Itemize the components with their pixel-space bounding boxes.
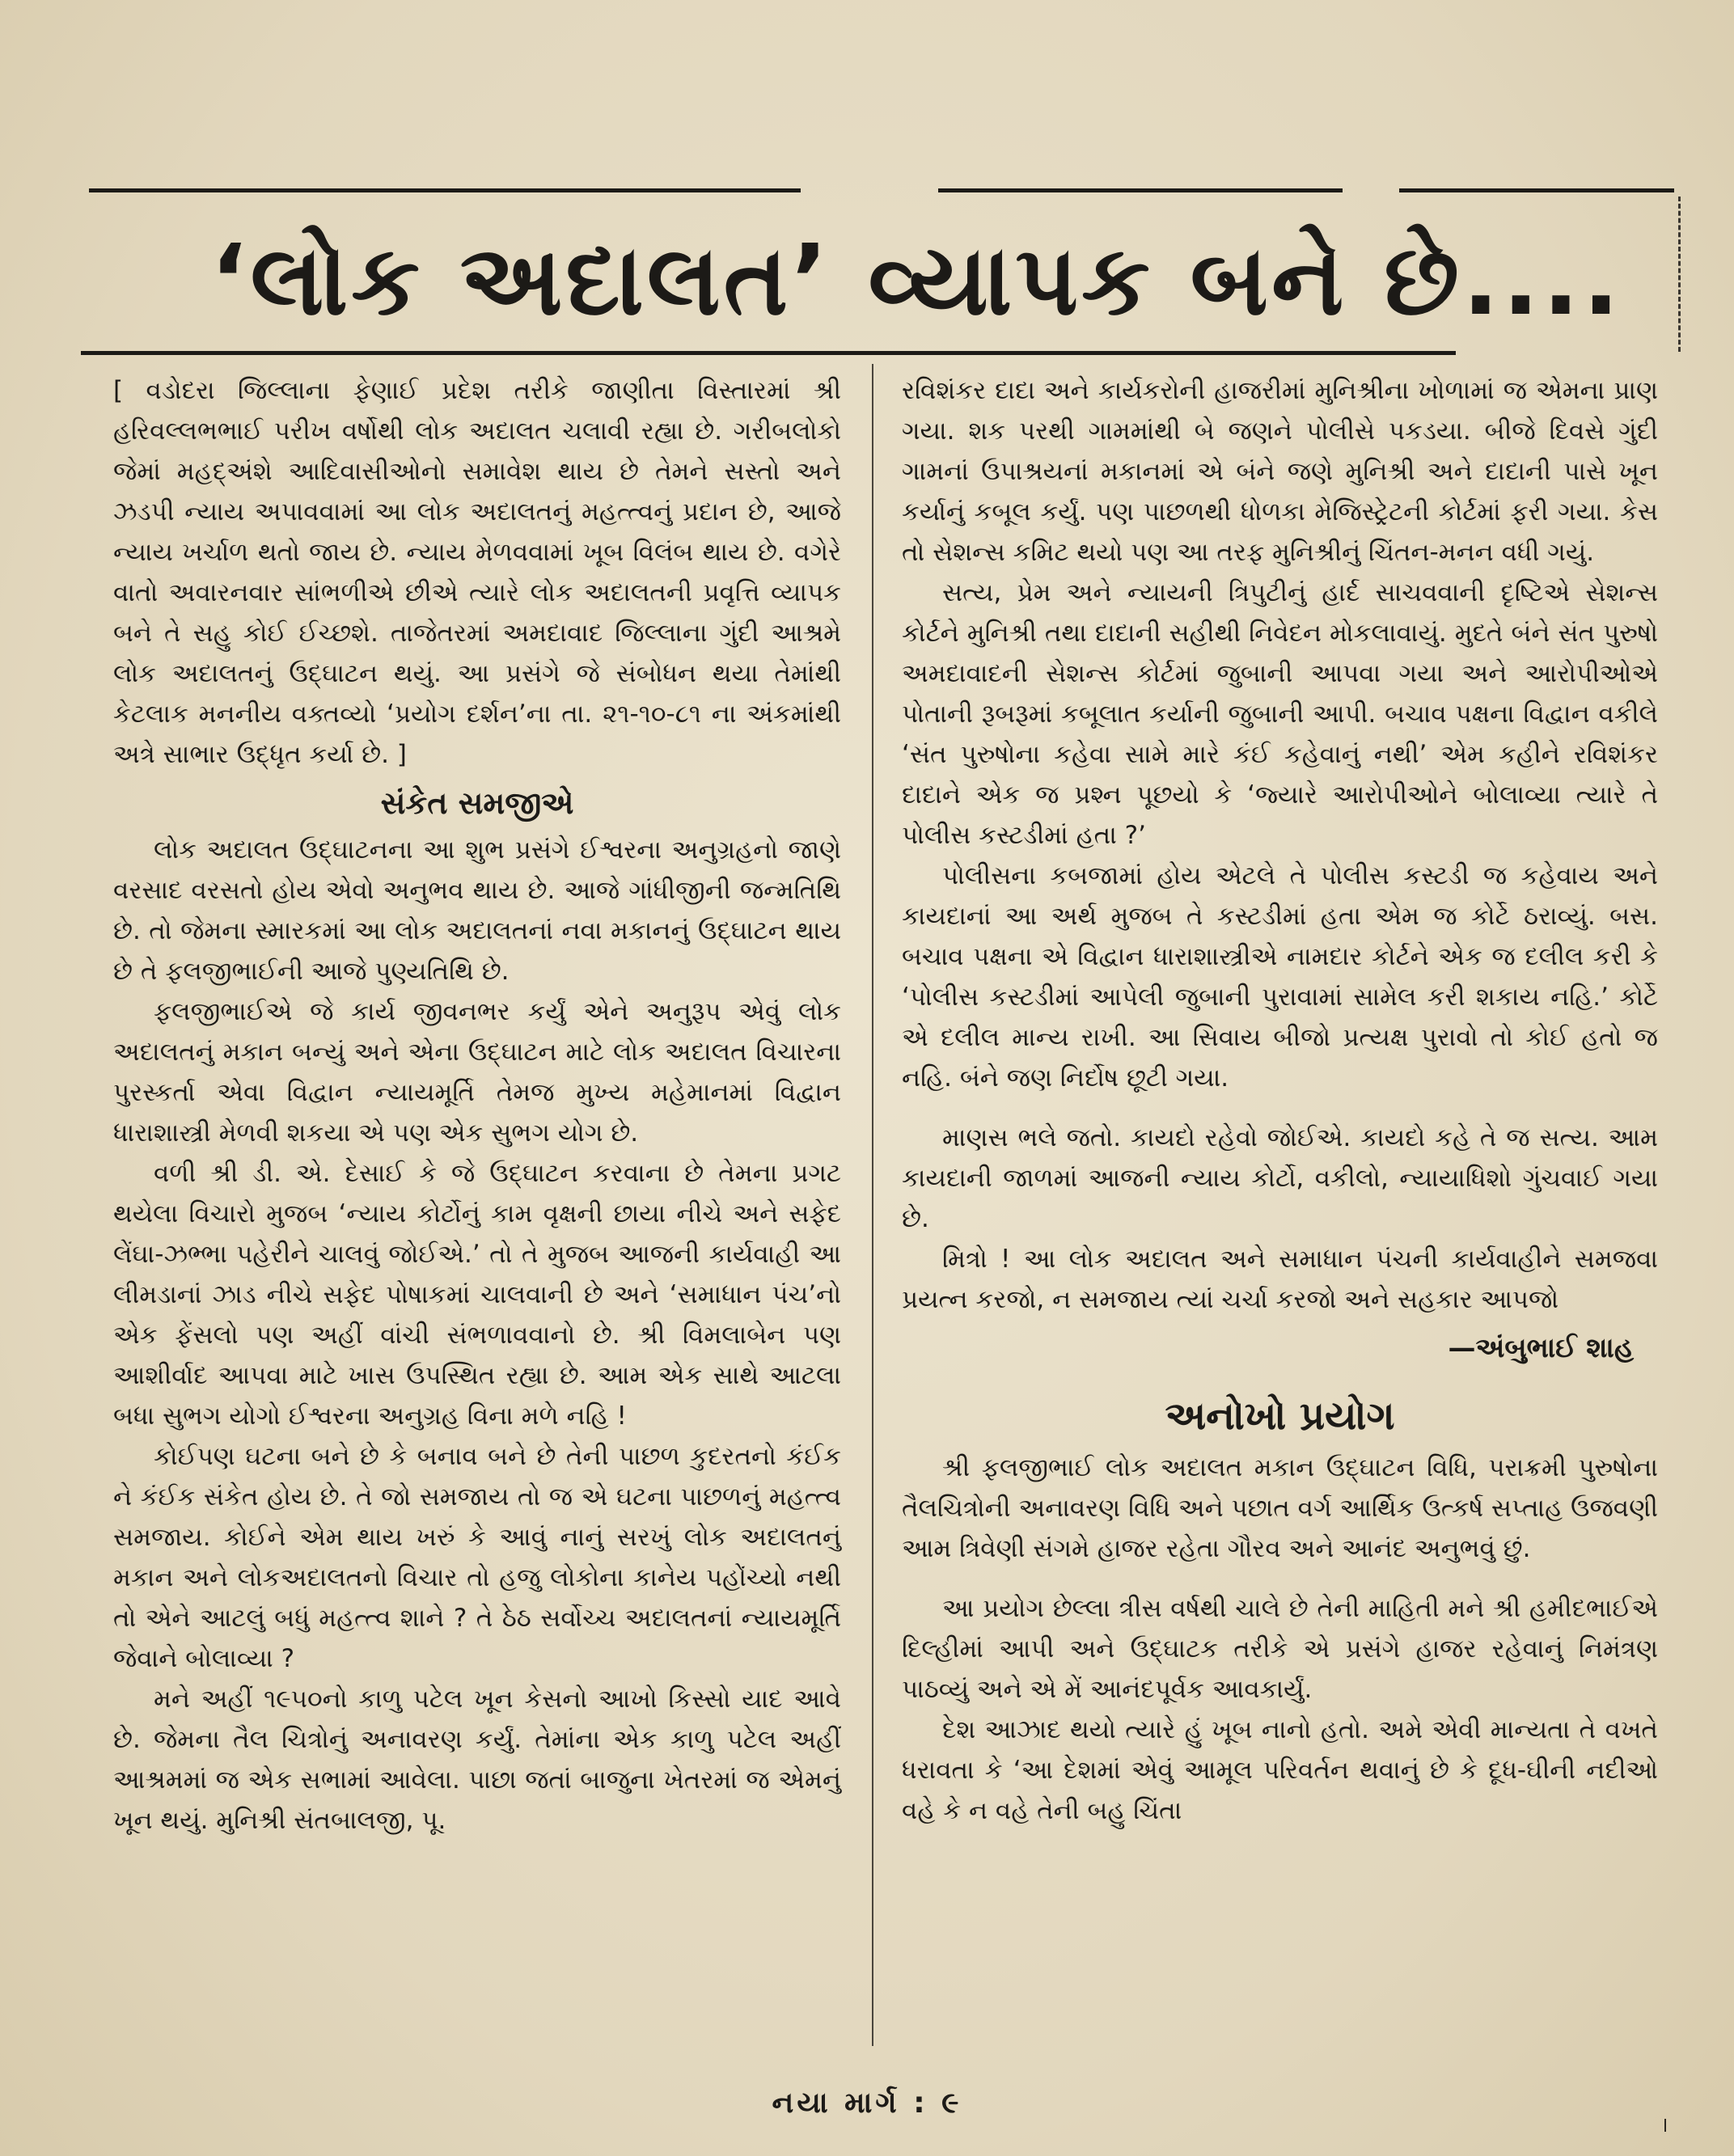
paragraph: મિત્રો ! આ લોક અદાલત અને સમાધાન પંચની કાર્યવાહીને સમજવા પ્રયત્ન કરજો, ન સમજાય ત્યાં ચર્ચા કરજો અને સહકાર આપજો xyxy=(902,1245,1658,1314)
title-underline xyxy=(81,351,1456,355)
top-rule-middle xyxy=(938,188,1343,192)
paragraph: રવિશંકર દાદા અને કાર્યકરોની હાજરીમાં મુનિશ્રીના ખોળામાં જ એમના પ્રાણ ગયા. શક પરથી ગામમાંથી બે જણને પોલીસે પકડયા. બીજે દિવસે ગુંદી ગામનાં ઉપાશ્રયનાં મકાનમાં એ બંને જણે મુનિશ્રી અને દાદાની પાસે ખૂન કર્યાનું કબૂલ કર્યું. પણ પાછળથી ધોળકા મેજિસ્ટ્રેટની કોર્ટમાં ફરી ગયા. કેસ તો સેશન્સ કમિટ થયો પણ આ તરફ મુનિશ્રીનું ચિંતન-મનન વધી ગયું. xyxy=(902,376,1658,567)
paragraph: મને અહીં ૧૯૫૦નો કાળુ પટેલ ખૂન કેસનો આખો કિસ્સો યાદ આવે છે. જેમના તૈલ ચિત્રોનું અનાવરણ કર્યું. તેમાંના એક કાળુ પટેલ અહીં આશ્રમમાં જ એક સભામાં આવેલા. પાછા જતાં બાજુના ખેતરમાં જ એમનું ખૂન થયું. મુનિશ્રી સંતબાલજી, પૂ. xyxy=(113,1685,841,1835)
paragraph: ફલજીભાઈએ જે કાર્ય જીવનભર કર્યું એને અનુરૂપ એવું લોક અદાલતનું મકાન બન્યું અને એના ઉદ્ઘાટન માટે લોક અદાલત વિચારના પુરસ્કર્તા એવા વિદ્વાન ન્યાયમૂર્તિ તેમજ મુખ્ય મહેમાનમાં વિદ્વાન ધારાશાસ્ત્રી મેળવી શકયા એ પણ એક સુભગ યોગ છે. xyxy=(113,997,841,1148)
page-footer: નયા માર્ગ : ૯ xyxy=(772,2086,962,2120)
article-title: ‘લોક અદાલત’ વ્યાપક બને છે.... xyxy=(210,225,1623,337)
right-column xyxy=(902,370,1658,1831)
intro-note: [ વડોદરા જિલ્લાના ફેણાઈ પ્રદેશ તરીકે જાણીતા વિસ્તારમાં શ્રી હરિવલ્લભભાઈ પરીખ વર્ષોથી લોક અદાલત ચલાવી રહ્યા છે. ગરીબલોકો જેમાં મહદ્અંશે આદિવાસીઓનો સમાવેશ થાય છે તેમને સસ્તો અને ઝડપી ન્યાય અપાવવામાં આ લોક અદાલતનું મહત્ત્વનું પ્રદાન છે, આજે ન્યાય ખર્ચાળ થતો જાય છે. ન્યાય મેળવવામાં ખૂબ વિલંબ થાય છે. વગેરે વાતો અવારનવાર સાંભળીએ છીએ ત્યારે લોક અદાલતની પ્રવૃત્તિ વ્યાપક બને તે સહુ કોઈ ઈચ્છશે. તાજેતરમાં અમદાવાદ જિલ્લાના ગુંદી આશ્રમે લોક અદાલતનું ઉદ્ઘાટન થયું. આ પ્રસંગે જે સંબોધન થયા તેમાંથી કેટલાક મનનીય વક્તવ્યો ‘પ્રયોગ દર્શન’ના તા. ૨૧-૧૦-૮૧ ના અંકમાંથી અત્રે સાભાર ઉદ્ધૃત કર્યા છે. ] xyxy=(113,376,841,769)
section-heading-sanket: સંકેત સમજીએ xyxy=(380,785,574,821)
paragraph: કોઈપણ ઘટના બને છે કે બનાવ બને છે તેની પાછળ કુદરતનો કંઈક ને કંઈક સંકેત હોય છે. તે જો સમજાય તો જ એ ઘટના પાછળનું મહત્ત્વ સમજાય. કોઈને એમ થાય ખરું કે આવું નાનું સરખું લોક અદાલતનું મકાન અને લોકઅદાલતનો વિચાર તો હજુ લોકોના કાનેય પહોંચ્યો નથી તો એને આટલું બધું મહત્ત્વ શાને ? તે ઠેઠ સર્વોચ્ચ અદાલતનાં ન્યાયમૂર્તિ જેવાને બોલાવ્યા ? xyxy=(113,1442,841,1673)
paragraph-gap xyxy=(902,1098,1658,1118)
top-rule-right xyxy=(1399,188,1674,192)
paragraph: વળી શ્રી ડી. એ. દેસાઈ કે જે ઉદ્ઘાટન કરવાના છે તેમના પ્રગટ થયેલા વિચારો મુજબ ‘ન્યાય કોર્ટોનું કામ વૃક્ષની છાયા નીચે અને સફેદ લેંઘા-ઝભ્ભા પહેરીને ચાલવું જોઈએ.’ તો તે મુજબ આજની કાર્યવાહી આ લીમડાનાં ઝાડ નીચે સફેદ પોષાકમાં ચાલવાની છે અને ‘સમાધાન પંચ’નો એક ફેંસલો પણ અહીં વાંચી સંભળાવવાનો છે. શ્રી વિમલાબેન પણ આશીર્વાદ આપવા માટે ખાસ ઉપસ્થિત રહ્યા છે. આમ એક સાથે આટલા બધા સુભગ યોગો ઈશ્વરના અનુગ્રહ વિના મળે નહિ ! xyxy=(113,1159,841,1431)
paragraph: શ્રી ફલજીભાઈ લોક અદાલત મકાન ઉદ્ઘાટન વિધિ, પરાક્રમી પુરુષોના તૈલચિત્રોની અનાવરણ વિધિ અને પછાત વર્ગ આર્થિક ઉત્કર્ષ સપ્તાહ ઉજવણી આમ ત્રિવેણી સંગમે હાજર રહેતા ગૌરવ અને આનંદ અનુભવું છું. xyxy=(902,1453,1658,1563)
section-heading-anokho: અનોખો પ્રયોગ xyxy=(1165,1393,1395,1439)
paragraph: દેશ આઝાદ થયો ત્યારે હું ખૂબ નાનો હતો. અમે એવી માન્યતા તે વખતે ધરાવતા કે ‘આ દેશમાં એવું આમૂલ પરિવર્તન થવાનું છે કે દૂધ-ઘીની નદીઓ વહે કે ન વહે તેની બહુ ચિંતા xyxy=(902,1715,1658,1825)
left-column xyxy=(113,370,841,1841)
paragraph: આ પ્રયોગ છેલ્લા ત્રીસ વર્ષથી ચાલે છે તેની માહિતી મને શ્રી હમીદભાઈએ દિલ્હીમાં આપી અને ઉદ્ઘાટક તરીકે એ પ્રસંગે હાજર રહેવાનું નિમંત્રણ પાઠવ્યું અને એ મેં આનંદપૂર્વક આવકાર્યું. xyxy=(902,1594,1658,1704)
paragraph: સત્ય, પ્રેમ અને ન્યાયની ત્રિપુટીનું હાર્દ સાચવવાની દૃષ્ટિએ સેશન્સ કોર્ટને મુનિશ્રી તથા દાદાની સહીથી નિવેદન મોકલાવાયું. મુદતે બંને સંત પુરુષો અમદાવાદની સેશન્સ કોર્ટમાં જુબાની આપવા ગયા અને આરોપીઓએ પોતાની રૂબરૂમાં કબૂલાત કર્યાની જુબાની આપી. બચાવ પક્ષના વિદ્વાન વકીલે ‘સંત પુરુષોના કહેવા સામે મારે કંઈ કહેવાનું નથી’ એમ કહીને રવિશંકર દાદાને એક જ પ્રશ્ન પૂછયો કે ‘જ્યારે આરોપીઓને બોલાવ્યા ત્યારે તે પોલીસ કસ્ટડીમાં હતા ?’ xyxy=(902,578,1658,850)
paragraph: માણસ ભલે જતો. કાયદો રહેવો જોઈએ. કાયદો કહે તે જ સત્ય. આમ કાયદાની જાળમાં આજની ન્યાય કોર્ટો, વકીલો, ન્યાયાધિશો ગુંચવાઈ ગયા છે. xyxy=(902,1123,1658,1233)
print-mark xyxy=(1664,2119,1666,2132)
paragraph: પોલીસના કબજામાં હોય એટલે તે પોલીસ કસ્ટડી જ કહેવાય અને કાયદાનાં આ અર્થ મુજબ તે કસ્ટડીમાં હતા એમ જ કોર્ટે ઠરાવ્યું. બસ. બચાવ પક્ષના એ વિદ્વાન ધારાશાસ્ત્રીએ નામદાર કોર્ટને એક જ દલીલ કરી કે ‘પોલીસ કસ્ટડીમાં આપેલી જુબાની પુરાવામાં સામેલ કરી શકાય નહિ.’ કોર્ટે એ દલીલ માન્ય રાખી. આ સિવાય બીજો પ્રત્યક્ષ પુરાવો તો કોઈ હતો જ નહિ. બંને જણ નિર્દોષ છૂટી ગયા. xyxy=(902,861,1658,1093)
paragraph: લોક અદાલત ઉદ્ઘાટનના આ શુભ પ્રસંગે ઈશ્વરના અનુગ્રહનો જાણે વરસાદ વરસતો હોય એવો અનુભવ થાય છે. આજે ગાંધીજીની જન્મતિથિ છે. તો જેમના સ્મારકમાં આ લોક અદાલતનાં નવા મકાનનું ઉદ્ઘાટન થાય છે તે ફલજીભાઈની આજે પુણ્યતિથિ છે. xyxy=(113,835,841,986)
paragraph-gap xyxy=(902,1569,1658,1588)
column-divider xyxy=(872,364,873,2046)
top-rule-left xyxy=(89,188,801,192)
author-signature: —અંબુભાઈ શાહ xyxy=(1448,1332,1634,1364)
